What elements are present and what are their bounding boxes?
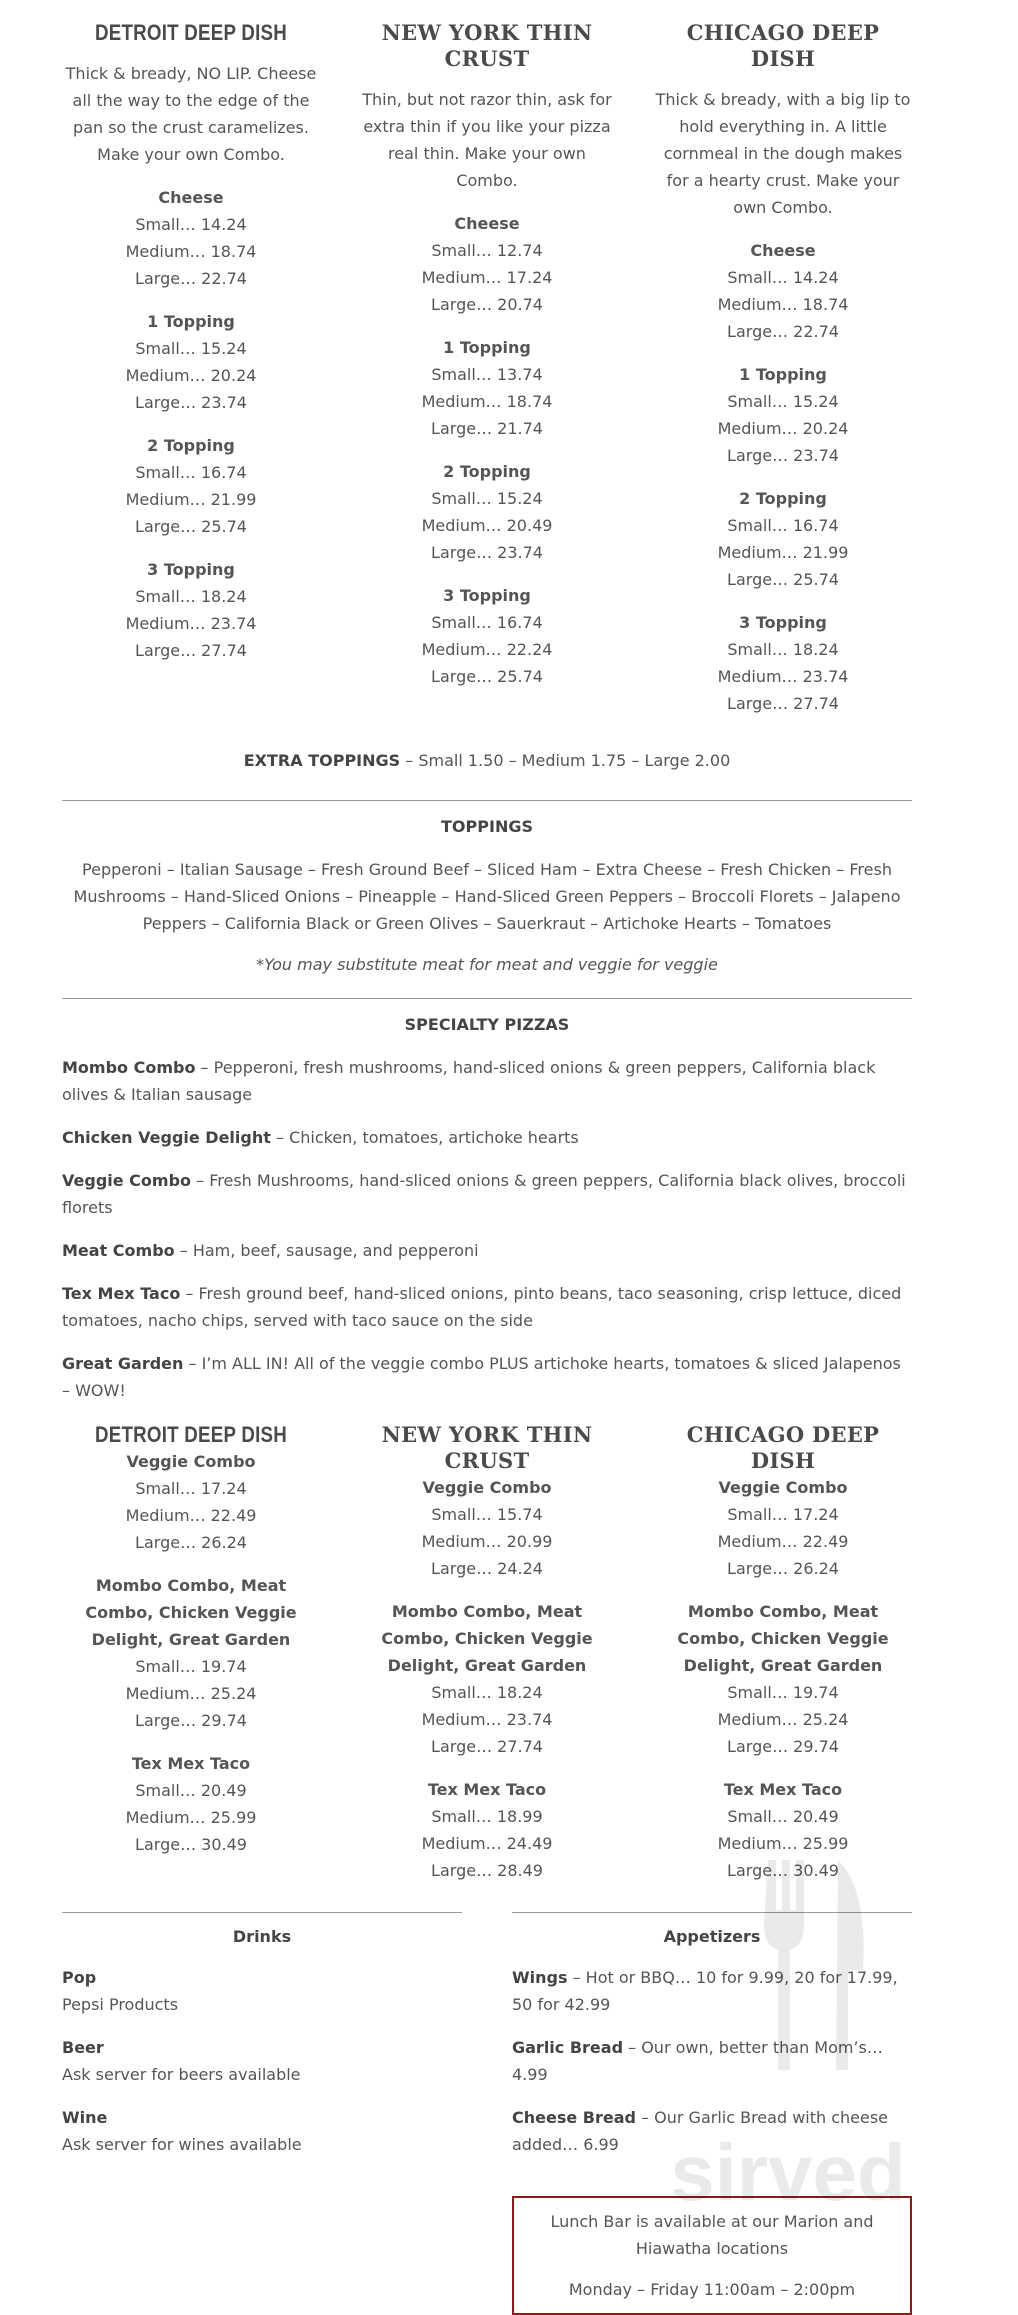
- specialty-description: – Ham, beef, sausage, and pepperoni: [174, 1241, 479, 1260]
- price-groups: [358, 1474, 616, 1884]
- price-group: [62, 184, 320, 292]
- price-group-heading: Tex Mex Taco: [131, 1754, 251, 1773]
- pizza-price-columns: [62, 20, 912, 733]
- price-group: [62, 1448, 320, 1556]
- price-group: [358, 458, 616, 566]
- drink-description: Pepsi Products: [62, 1995, 179, 2014]
- price-line: Medium… 22.49: [125, 1506, 257, 1525]
- price-line: Medium… 23.74: [125, 614, 257, 633]
- price-group-heading: Tex Mex Taco: [723, 1780, 843, 1799]
- price-line: Small… 18.99: [431, 1807, 543, 1826]
- price-line: Small… 19.74: [727, 1683, 839, 1702]
- chicago-column: [654, 20, 912, 733]
- price-line: Large… 27.74: [727, 694, 839, 713]
- price-line: Small… 12.74: [431, 241, 543, 260]
- appetizer-item: [512, 2034, 912, 2088]
- specialty-item: [62, 1350, 912, 1404]
- price-group-heading: 1 Topping: [443, 338, 531, 357]
- price-line: Small… 15.74: [431, 1505, 543, 1524]
- appetizer-name: Garlic Bread: [512, 2038, 624, 2057]
- new-york-specialty-column: [358, 1422, 616, 1900]
- drink-item: [62, 2104, 462, 2158]
- price-line: Medium… 17.24: [421, 268, 553, 287]
- price-group: [654, 1598, 912, 1760]
- price-group: [654, 361, 912, 469]
- drink-description: Ask server for wines available: [62, 2135, 302, 2154]
- specialty-title: SPECIALTY PIZZAS: [404, 1015, 570, 1034]
- specialty-name: Mombo Combo: [62, 1058, 196, 1077]
- price-line: Medium… 25.99: [125, 1808, 257, 1827]
- price-line: Small… 14.24: [727, 268, 839, 287]
- price-line: Large… 29.74: [727, 1737, 839, 1756]
- price-line: Medium… 18.74: [717, 295, 849, 314]
- price-line: Large… 26.24: [727, 1559, 839, 1578]
- specialty-item: [62, 1237, 912, 1264]
- price-group: [358, 1598, 616, 1760]
- price-line: Medium… 22.49: [717, 1532, 849, 1551]
- specialty-price-columns: [62, 1422, 912, 1900]
- appetizer-description: – Hot or BBQ… 10 for 9.99, 20 for 17.99, 50 for 42.99: [512, 1968, 898, 2014]
- specialty-name: Tex Mex Taco: [62, 1284, 181, 1303]
- price-line: Medium… 18.74: [421, 392, 553, 411]
- toppings-title: TOPPINGS: [441, 817, 533, 836]
- price-group-heading: 2 Topping: [739, 489, 827, 508]
- column-title: NEW YORK THIN CRUST: [381, 20, 593, 71]
- price-group-heading: 1 Topping: [147, 312, 235, 331]
- price-line: Medium… 25.24: [125, 1684, 257, 1703]
- price-group-heading: 1 Topping: [739, 365, 827, 384]
- specialty-item: [62, 1054, 912, 1108]
- price-group: [358, 334, 616, 442]
- price-group-heading: 3 Topping: [739, 613, 827, 632]
- price-line: Small… 15.24: [431, 489, 543, 508]
- price-line: Large… 26.24: [135, 1533, 247, 1552]
- price-group-heading: Mombo Combo, Meat Combo, Chicken Veggie Delight, Great Garden: [85, 1576, 297, 1649]
- drink-name: Pop: [62, 1968, 97, 1987]
- price-line: Small… 15.24: [727, 392, 839, 411]
- column-title: CHICAGO DEEP DISH: [686, 1422, 880, 1473]
- price-line: Small… 16.74: [431, 613, 543, 632]
- price-line: Large… 20.74: [431, 295, 543, 314]
- specialty-item: [62, 1280, 912, 1334]
- appetizer-description: – Our Garlic Bread with cheese added… 6.99: [512, 2108, 889, 2154]
- price-group-heading: Mombo Combo, Meat Combo, Chicken Veggie Delight, Great Garden: [677, 1602, 889, 1675]
- specialty-name: Veggie Combo: [62, 1171, 192, 1190]
- price-line: Large… 22.74: [727, 322, 839, 341]
- lunch-bar-box: [512, 2196, 912, 2315]
- price-line: Small… 14.24: [135, 215, 247, 234]
- price-group-heading: 3 Topping: [147, 560, 235, 579]
- extra-toppings: [62, 747, 912, 774]
- price-line: Small… 17.24: [727, 1505, 839, 1524]
- price-line: Large… 25.74: [727, 570, 839, 589]
- price-line: Small… 18.24: [431, 1683, 543, 1702]
- divider: [62, 800, 912, 801]
- drinks-section: [62, 1912, 462, 2315]
- substitution-note: *You may substitute meat for meat and veggie for veggie: [256, 955, 718, 974]
- drink-item: [62, 1964, 462, 2018]
- price-line: Medium… 18.74: [125, 242, 257, 261]
- price-group: [62, 1750, 320, 1858]
- appetizers-section: [512, 1912, 912, 2315]
- new-york-column: [358, 20, 616, 733]
- price-group-heading: Cheese: [158, 188, 224, 207]
- toppings-list: Pepperoni – Italian Sausage – Fresh Ground Beef – Sliced Ham – Extra Cheese – Fresh Chicken – Fresh Mushrooms – Hand-Sliced Onions – Pineapple – Hand-Sliced Green Peppers – Broccoli Florets – Jalapeno Peppers – California Black or Green Olives – Sauerkraut – Artichoke Hearts – Tomatoes: [73, 860, 901, 933]
- price-group: [62, 556, 320, 664]
- appetizers-list: [512, 1964, 912, 2158]
- price-group: [358, 210, 616, 318]
- price-line: Large… 27.74: [135, 641, 247, 660]
- column-title: DETROIT DEEP DISH: [94, 1422, 288, 1447]
- price-line: Small… 16.74: [135, 463, 247, 482]
- price-line: Medium… 20.49: [421, 516, 553, 535]
- appetizer-name: Cheese Bread: [512, 2108, 636, 2127]
- price-group: [654, 609, 912, 717]
- price-line: Small… 15.24: [135, 339, 247, 358]
- column-description: Thick & bready, NO LIP. Cheese all the way to the edge of the pan so the crust caramelizes. Make your own Combo.: [65, 64, 317, 164]
- appetizers-title: Appetizers: [663, 1927, 761, 1946]
- column-description: Thin, but not razor thin, ask for extra thin if you like your pizza real thin. Make your own Combo.: [362, 90, 612, 190]
- price-line: Large… 22.74: [135, 269, 247, 288]
- price-group: [62, 308, 320, 416]
- extra-toppings-prices: – Small 1.50 – Medium 1.75 – Large 2.00: [400, 751, 731, 770]
- price-group: [358, 1776, 616, 1884]
- column-title: CHICAGO DEEP DISH: [686, 20, 880, 71]
- price-group: [654, 1776, 912, 1884]
- price-group: [654, 1474, 912, 1582]
- price-line: Large… 23.74: [431, 543, 543, 562]
- price-line: Large… 23.74: [135, 393, 247, 412]
- price-group-heading: Veggie Combo: [422, 1478, 552, 1497]
- detroit-column: [62, 20, 320, 733]
- price-group-heading: Veggie Combo: [126, 1452, 256, 1471]
- price-line: Medium… 25.99: [717, 1834, 849, 1853]
- chicago-specialty-column: [654, 1422, 912, 1900]
- specialty-description: – I’m ALL IN! All of the veggie combo PLUS artichoke hearts, tomatoes & sliced Jalapenos – WOW!: [62, 1354, 901, 1400]
- price-line: Medium… 20.24: [717, 419, 849, 438]
- price-group-heading: Cheese: [454, 214, 520, 233]
- price-groups: [654, 237, 912, 717]
- price-line: Small… 20.49: [727, 1807, 839, 1826]
- drink-description: Ask server for beers available: [62, 2065, 301, 2084]
- price-group: [654, 485, 912, 593]
- price-line: Medium… 23.74: [421, 1710, 553, 1729]
- price-line: Small… 17.24: [135, 1479, 247, 1498]
- divider: [62, 998, 912, 999]
- price-group-heading: Mombo Combo, Meat Combo, Chicken Veggie Delight, Great Garden: [381, 1602, 593, 1675]
- drink-item: [62, 2034, 462, 2088]
- price-line: Medium… 20.99: [421, 1532, 553, 1551]
- price-line: Small… 19.74: [135, 1657, 247, 1676]
- menu-page: [62, 0, 912, 2315]
- price-group: [358, 582, 616, 690]
- appetizer-item: [512, 2104, 912, 2158]
- price-group-heading: 2 Topping: [147, 436, 235, 455]
- column-title: NEW YORK THIN CRUST: [381, 1422, 593, 1473]
- watermark-text: sirved: [670, 2128, 906, 2217]
- specialty-description: – Fresh Mushrooms, hand-sliced onions & green peppers, California black olives, broccoli florets: [62, 1171, 906, 1217]
- price-line: Medium… 22.24: [421, 640, 553, 659]
- specialty-name: Chicken Veggie Delight: [62, 1128, 271, 1147]
- lunch-bar-text: Lunch Bar is available at our Marion and Hiawatha locations: [550, 2212, 874, 2258]
- price-line: Small… 18.24: [727, 640, 839, 659]
- drinks-title: Drinks: [232, 1927, 292, 1946]
- price-line: Large… 29.74: [135, 1711, 247, 1730]
- specialty-item: [62, 1167, 912, 1221]
- price-group: [62, 1572, 320, 1734]
- price-group: [654, 237, 912, 345]
- price-group-heading: Tex Mex Taco: [427, 1780, 547, 1799]
- specialty-description: – Chicken, tomatoes, artichoke hearts: [270, 1128, 579, 1147]
- specialty-name: Meat Combo: [62, 1241, 175, 1260]
- extra-toppings-label: EXTRA TOPPINGS: [243, 751, 401, 770]
- price-group-heading: Cheese: [750, 241, 816, 260]
- price-line: Medium… 25.24: [717, 1710, 849, 1729]
- price-group: [358, 1474, 616, 1582]
- price-line: Medium… 21.99: [125, 490, 257, 509]
- price-line: Large… 27.74: [431, 1737, 543, 1756]
- appetizer-name: Wings: [512, 1968, 568, 1987]
- drinks-appetizers: [62, 1912, 912, 2315]
- price-line: Large… 28.49: [431, 1861, 543, 1880]
- price-line: Large… 25.74: [135, 517, 247, 536]
- price-line: Large… 21.74: [431, 419, 543, 438]
- appetizer-item: [512, 1964, 912, 2018]
- price-group-heading: 2 Topping: [443, 462, 531, 481]
- lunch-bar-hours: Monday – Friday 11:00am – 2:00pm: [568, 2280, 856, 2299]
- price-line: Small… 18.24: [135, 587, 247, 606]
- appetizer-description: – Our own, better than Mom’s… 4.99: [512, 2038, 883, 2084]
- price-line: Small… 16.74: [727, 516, 839, 535]
- price-line: Large… 30.49: [727, 1861, 839, 1880]
- price-group: [62, 432, 320, 540]
- price-groups: [654, 1474, 912, 1884]
- price-line: Small… 13.74: [431, 365, 543, 384]
- specialty-name: Great Garden: [62, 1354, 184, 1373]
- specialty-list: [62, 1054, 912, 1404]
- specialty-item: [62, 1124, 912, 1151]
- detroit-specialty-column: [62, 1422, 320, 1900]
- specialty-description: – Fresh ground beef, hand-sliced onions, pinto beans, taco seasoning, crisp lettuce, diced tomatoes, nacho chips, served with taco sauce on the side: [62, 1284, 902, 1330]
- price-groups: [358, 210, 616, 690]
- price-line: Large… 30.49: [135, 1835, 247, 1854]
- price-line: Medium… 20.24: [125, 366, 257, 385]
- price-groups: [62, 184, 320, 664]
- price-line: Medium… 24.49: [421, 1834, 553, 1853]
- drink-name: Wine: [62, 2108, 108, 2127]
- drink-name: Beer: [62, 2038, 104, 2057]
- price-line: Medium… 21.99: [717, 543, 849, 562]
- divider: [62, 1912, 462, 1913]
- price-groups: [62, 1448, 320, 1858]
- specialty-description: – Pepperoni, fresh mushrooms, hand-sliced onions & green peppers, California black olives & Italian sausage: [62, 1058, 876, 1104]
- divider: [512, 1912, 912, 1913]
- price-line: Medium… 23.74: [717, 667, 849, 686]
- column-description: Thick & bready, with a big lip to hold everything in. A little cornmeal in the dough makes for a hearty crust. Make your own Combo.: [655, 90, 911, 217]
- price-line: Large… 24.24: [431, 1559, 543, 1578]
- price-group-heading: 3 Topping: [443, 586, 531, 605]
- drinks-list: [62, 1964, 462, 2158]
- column-title: DETROIT DEEP DISH: [94, 20, 288, 45]
- price-line: Small… 20.49: [135, 1781, 247, 1800]
- price-group-heading: Veggie Combo: [718, 1478, 848, 1497]
- price-line: Large… 25.74: [431, 667, 543, 686]
- price-line: Large… 23.74: [727, 446, 839, 465]
